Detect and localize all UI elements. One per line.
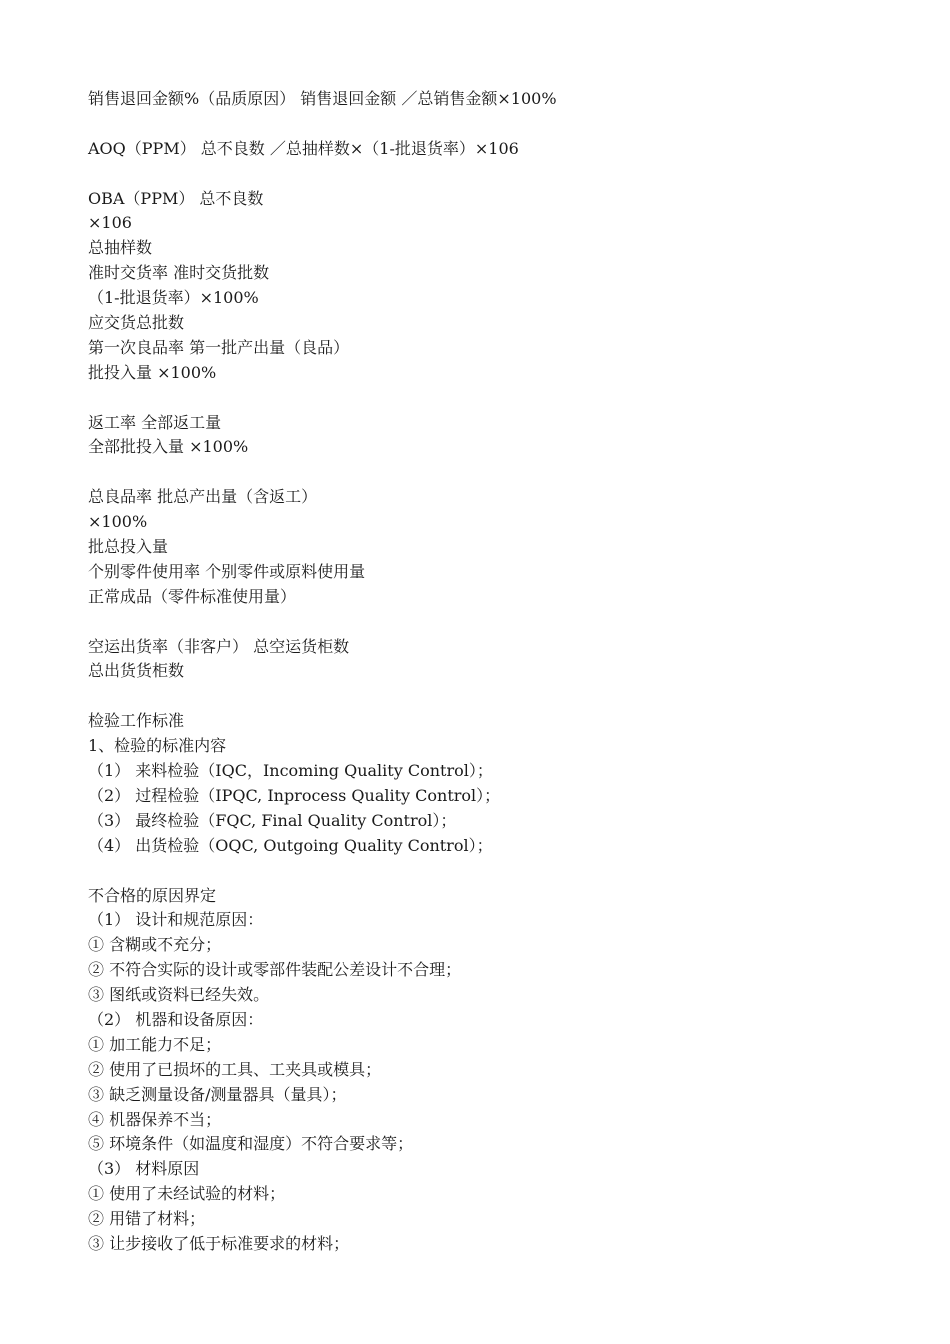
text-line: （4） 出货检验（OQC, Outgoing Quality Control）； bbox=[88, 835, 493, 855]
text-line: 准时交货率 准时交货批数 bbox=[88, 263, 270, 283]
blank-line bbox=[88, 460, 908, 485]
text-line: 正常成品（零件标准使用量） bbox=[88, 586, 297, 606]
text-line: ① 使用了未经试验的材料； bbox=[88, 1184, 286, 1204]
document-body bbox=[88, 87, 908, 1257]
text-line: ② 用错了材料； bbox=[88, 1209, 206, 1229]
blank-line bbox=[88, 684, 908, 709]
text-line: （3） 最终检验（FQC, Final Quality Control）； bbox=[88, 810, 457, 830]
text-line: ② 使用了已损坏的工具、工夹具或模具； bbox=[88, 1059, 382, 1079]
text-line: 个别零件使用率 个别零件或原料使用量 bbox=[88, 561, 366, 581]
text-line: 不合格的原因界定 bbox=[88, 885, 217, 905]
text-line: 返工率 全部返工量 bbox=[88, 412, 222, 432]
text-line: ⑤ 环境条件（如温度和湿度）不符合要求等； bbox=[88, 1134, 414, 1154]
text-line: （2） 机器和设备原因： bbox=[88, 1009, 264, 1029]
text-line: AOQ（PPM） 总不良数 ／总抽样数×（1-批退货率）×106 bbox=[88, 138, 519, 158]
blank-line bbox=[88, 162, 908, 187]
text-line: 总良品率 批总产出量（含返工） bbox=[88, 487, 318, 507]
text-line: 销售退回金额%（品质原因） 销售退回金额 ／总销售金额×100% bbox=[88, 89, 557, 108]
text-line: ① 加工能力不足； bbox=[88, 1034, 222, 1054]
text-line: ×100% bbox=[88, 512, 148, 532]
text-line: （3） 材料原因 bbox=[88, 1159, 200, 1179]
text-line: 1、检验的标准内容 bbox=[88, 736, 227, 756]
text-line: ③ 让步接收了低于标准要求的材料； bbox=[88, 1233, 350, 1253]
text-line: 批投入量 ×100% bbox=[88, 362, 217, 382]
text-line: 检验工作标准 bbox=[88, 711, 185, 731]
text-line: （1-批退货率）×100% bbox=[88, 288, 259, 308]
text-line: ① 含糊或不充分； bbox=[88, 935, 222, 955]
blank-line bbox=[88, 859, 908, 884]
text-line: ③ 缺乏测量设备/测量器具（量具）； bbox=[88, 1084, 347, 1104]
text-line: 总出货货柜数 bbox=[88, 661, 185, 681]
text-line: 全部批投入量 ×100% bbox=[88, 437, 249, 457]
text-line: （2） 过程检验（IPQC, Inprocess Quality Control）； bbox=[88, 785, 501, 805]
text-line: （1） 来料检验（IQC，Incoming Quality Control）； bbox=[88, 761, 493, 781]
blank-line bbox=[88, 610, 908, 635]
text-line: 第一次良品率 第一批产出量（良品） bbox=[88, 337, 350, 357]
text-line: 空运出货率（非客户） 总空运货柜数 bbox=[88, 636, 350, 656]
text-line: 应交货总批数 bbox=[88, 313, 185, 333]
text-line: ×106 bbox=[88, 213, 132, 233]
text-line: ④ 机器保养不当； bbox=[88, 1109, 222, 1129]
blank-line bbox=[88, 112, 908, 137]
text-line: 批总投入量 bbox=[88, 537, 169, 557]
text-line: 总抽样数 bbox=[88, 238, 153, 258]
text-line: ③ 图纸或资料已经失效。 bbox=[88, 985, 270, 1005]
blank-line bbox=[88, 386, 908, 411]
text-line: OBA（PPM） 总不良数 bbox=[88, 188, 264, 208]
text-line: ② 不符合实际的设计或零部件装配公差设计不合理； bbox=[88, 960, 462, 980]
text-line: （1） 设计和规范原因： bbox=[88, 910, 264, 930]
